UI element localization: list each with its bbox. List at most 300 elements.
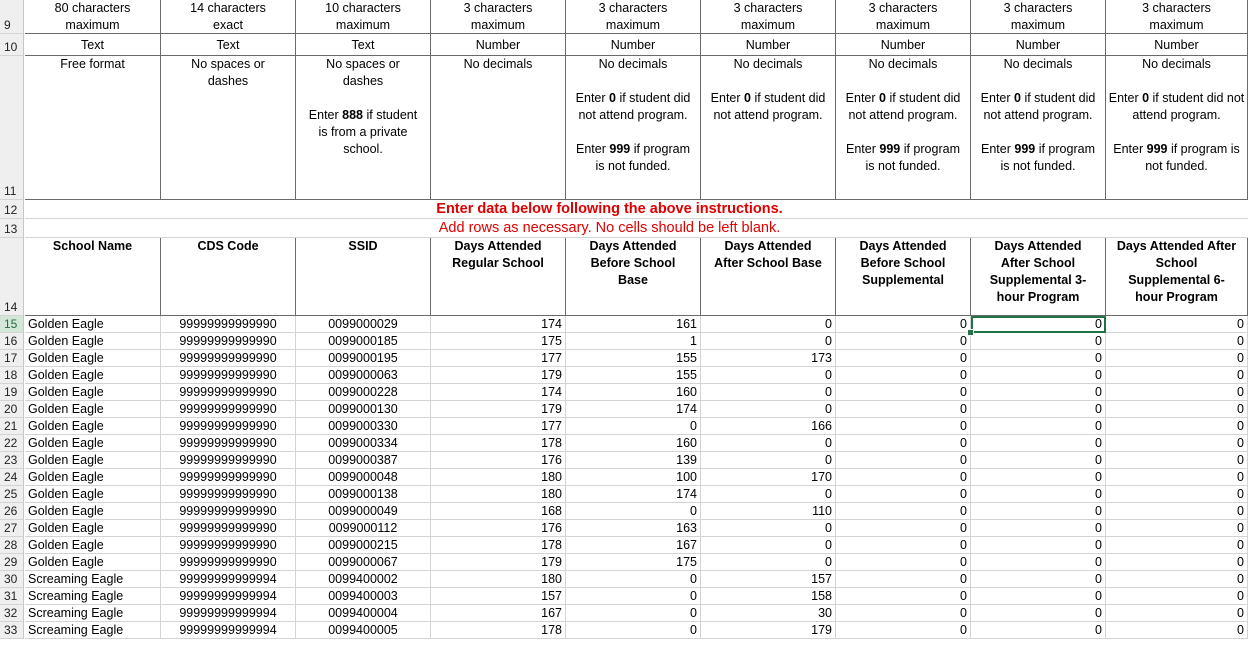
cds-code-cell[interactable]: 99999999999990 bbox=[161, 350, 296, 367]
after-supp-6hr-cell[interactable]: 0 bbox=[1106, 486, 1248, 503]
after-supp-3hr-cell[interactable]: 0 bbox=[971, 571, 1106, 588]
after-base-cell[interactable]: 0 bbox=[701, 367, 836, 384]
after-supp-6hr-cell[interactable]: 0 bbox=[1106, 605, 1248, 622]
zero-note: Enter 0 if student did not attend program. bbox=[845, 91, 961, 122]
unfunded-note: Enter 999 if program is not funded. bbox=[1113, 142, 1240, 173]
school-name-cell[interactable]: Golden Eagle bbox=[25, 503, 161, 520]
no-decimals-text: No decimals bbox=[733, 57, 803, 71]
regular-days-cell[interactable]: 174 bbox=[431, 316, 566, 333]
row-header[interactable] bbox=[0, 622, 24, 639]
regular-days-cell[interactable]: 174 bbox=[431, 384, 566, 401]
after-supp-6hr-cell[interactable]: 0 bbox=[1106, 588, 1248, 605]
before-base-cell[interactable]: 163 bbox=[566, 520, 701, 537]
before-supp-cell[interactable]: 0 bbox=[836, 435, 971, 452]
no-decimals-text: No decimals bbox=[1003, 57, 1073, 71]
zero-note: Enter 0 if student did not attend program. bbox=[1108, 91, 1245, 122]
before-base-cell[interactable]: 0 bbox=[566, 418, 701, 435]
type-text: Number bbox=[880, 38, 926, 52]
row-header[interactable] bbox=[0, 520, 24, 537]
column-header[interactable] bbox=[296, 238, 431, 316]
regular-days-cell[interactable]: 180 bbox=[431, 571, 566, 588]
row-header[interactable] bbox=[0, 571, 24, 588]
after-supp-6hr-cell[interactable]: 0 bbox=[1106, 503, 1248, 520]
before-base-cell[interactable]: 155 bbox=[566, 350, 701, 367]
before-supp-cell[interactable]: 0 bbox=[836, 384, 971, 401]
format-number-cell[interactable] bbox=[431, 56, 566, 200]
regular-days-cell[interactable]: 179 bbox=[431, 554, 566, 571]
zero-note: Enter 0 if student did not attend program. bbox=[575, 91, 691, 122]
after-supp-3hr-cell[interactable]: 0 bbox=[971, 537, 1106, 554]
after-supp-6hr-cell[interactable]: 0 bbox=[1106, 418, 1248, 435]
zero-note: Enter 0 if student did not attend program. bbox=[980, 91, 1096, 122]
format-school-name[interactable] bbox=[25, 56, 161, 200]
after-base-cell[interactable]: 0 bbox=[701, 452, 836, 469]
cds-code-cell[interactable]: 99999999999990 bbox=[161, 520, 296, 537]
school-name-cell[interactable]: Golden Eagle bbox=[25, 367, 161, 384]
no-decimals-text: No decimals bbox=[1142, 57, 1211, 71]
row-header[interactable] bbox=[0, 350, 24, 367]
school-name-cell[interactable]: Screaming Eagle bbox=[25, 588, 161, 605]
cds-code-cell[interactable]: 99999999999990 bbox=[161, 435, 296, 452]
before-supp-cell[interactable]: 0 bbox=[836, 316, 971, 333]
after-base-cell[interactable]: 166 bbox=[701, 418, 836, 435]
after-supp-6hr-cell[interactable]: 0 bbox=[1106, 333, 1248, 350]
cds-code-cell[interactable]: 99999999999990 bbox=[161, 401, 296, 418]
column-header-text: SSID bbox=[348, 239, 378, 253]
after-supp-3hr-cell[interactable]: 0 bbox=[971, 486, 1106, 503]
row-number: 24 bbox=[4, 470, 18, 484]
before-base-cell[interactable]: 100 bbox=[566, 469, 701, 486]
school-name-cell[interactable]: Golden Eagle bbox=[25, 384, 161, 401]
after-supp-6hr-cell[interactable]: 0 bbox=[1106, 367, 1248, 384]
row-header[interactable] bbox=[0, 605, 24, 622]
after-supp-6hr-cell[interactable]: 0 bbox=[1106, 435, 1248, 452]
row-number: 15 bbox=[4, 317, 18, 331]
cds-code-cell[interactable]: 99999999999990 bbox=[161, 469, 296, 486]
limit-cell[interactable] bbox=[701, 0, 836, 34]
school-name-cell[interactable]: Screaming Eagle bbox=[25, 571, 161, 588]
regular-days-cell[interactable]: 179 bbox=[431, 401, 566, 418]
before-supp-cell[interactable]: 0 bbox=[836, 554, 971, 571]
column-header-text: Days Attended After School Supplemental 6-hour Program bbox=[1116, 239, 1237, 304]
before-base-cell[interactable]: 174 bbox=[566, 486, 701, 503]
cds-code-cell[interactable]: 99999999999994 bbox=[161, 588, 296, 605]
type-cell[interactable] bbox=[296, 34, 431, 56]
ssid-cell[interactable]: 0099400002 bbox=[296, 571, 431, 588]
after-base-cell[interactable]: 0 bbox=[701, 537, 836, 554]
row-number: 20 bbox=[4, 402, 18, 416]
row-header-14[interactable] bbox=[0, 238, 24, 316]
after-base-cell[interactable]: 0 bbox=[701, 520, 836, 537]
school-name-cell[interactable]: Golden Eagle bbox=[25, 520, 161, 537]
regular-days-cell[interactable]: 176 bbox=[431, 520, 566, 537]
limit-text: 3 characters maximum bbox=[598, 1, 668, 32]
before-base-cell[interactable]: 0 bbox=[566, 571, 701, 588]
limit-cell[interactable] bbox=[836, 0, 971, 34]
before-supp-cell[interactable]: 0 bbox=[836, 571, 971, 588]
cds-code-cell[interactable]: 99999999999990 bbox=[161, 503, 296, 520]
cds-code-cell[interactable]: 99999999999990 bbox=[161, 537, 296, 554]
row-header[interactable] bbox=[0, 469, 24, 486]
ssid-cell[interactable]: 0099000195 bbox=[296, 350, 431, 367]
row-number: 12 bbox=[4, 203, 18, 217]
column-header[interactable] bbox=[971, 238, 1106, 316]
after-supp-3hr-cell[interactable]: 0 bbox=[971, 554, 1106, 571]
regular-days-cell[interactable]: 178 bbox=[431, 537, 566, 554]
blank-cell[interactable] bbox=[25, 219, 161, 238]
regular-days-cell[interactable]: 177 bbox=[431, 418, 566, 435]
row-number: 9 bbox=[4, 18, 11, 32]
type-cell[interactable] bbox=[161, 34, 296, 56]
ssid-cell[interactable]: 0099000387 bbox=[296, 452, 431, 469]
before-base-cell[interactable]: 155 bbox=[566, 367, 701, 384]
cds-code-cell[interactable]: 99999999999994 bbox=[161, 622, 296, 639]
after-base-cell[interactable]: 0 bbox=[701, 435, 836, 452]
type-text: Number bbox=[1154, 38, 1199, 52]
after-supp-3hr-cell[interactable]: 0 bbox=[971, 418, 1106, 435]
before-base-cell[interactable]: 160 bbox=[566, 384, 701, 401]
after-base-cell[interactable]: 0 bbox=[701, 554, 836, 571]
unfunded-note: Enter 999 if program is not funded. bbox=[846, 142, 960, 173]
format-number-cell[interactable] bbox=[1106, 56, 1248, 200]
format-number-cell[interactable] bbox=[701, 56, 836, 200]
before-supp-cell[interactable]: 0 bbox=[836, 537, 971, 554]
format-number-cell[interactable] bbox=[971, 56, 1106, 200]
row-header[interactable] bbox=[0, 401, 24, 418]
regular-days-cell[interactable]: 178 bbox=[431, 435, 566, 452]
column-header-text: Days Attended Regular School bbox=[452, 239, 544, 270]
row-number: 25 bbox=[4, 487, 18, 501]
regular-days-cell[interactable]: 168 bbox=[431, 503, 566, 520]
cds-code-cell[interactable]: 99999999999994 bbox=[161, 571, 296, 588]
after-base-cell[interactable]: 170 bbox=[701, 469, 836, 486]
limit-cell[interactable] bbox=[566, 0, 701, 34]
after-supp-6hr-cell[interactable]: 0 bbox=[1106, 537, 1248, 554]
school-name-cell[interactable]: Golden Eagle bbox=[25, 350, 161, 367]
after-supp-3hr-cell[interactable]: 0 bbox=[971, 401, 1106, 418]
cds-code-cell[interactable]: 99999999999990 bbox=[161, 486, 296, 503]
regular-days-cell[interactable]: 177 bbox=[431, 350, 566, 367]
after-supp-6hr-cell[interactable]: 0 bbox=[1106, 520, 1248, 537]
row-header[interactable] bbox=[0, 554, 24, 571]
cds-code-cell[interactable]: 99999999999990 bbox=[161, 554, 296, 571]
before-supp-cell[interactable]: 0 bbox=[836, 588, 971, 605]
before-base-cell[interactable]: 174 bbox=[566, 401, 701, 418]
ssid-cell[interactable]: 0099000330 bbox=[296, 418, 431, 435]
row-header-12[interactable] bbox=[0, 200, 24, 219]
ssid-cell[interactable]: 0099400003 bbox=[296, 588, 431, 605]
type-cell[interactable] bbox=[25, 34, 161, 56]
limit-text: 3 characters maximum bbox=[733, 1, 803, 32]
limit-cell[interactable] bbox=[296, 0, 431, 34]
after-supp-6hr-cell[interactable]: 0 bbox=[1106, 350, 1248, 367]
ssid-cell[interactable]: 0099000063 bbox=[296, 367, 431, 384]
school-name-cell[interactable]: Golden Eagle bbox=[25, 469, 161, 486]
regular-days-cell[interactable]: 180 bbox=[431, 469, 566, 486]
row-number: 26 bbox=[4, 504, 18, 518]
ssid-cell[interactable]: 0099000228 bbox=[296, 384, 431, 401]
row-number: 10 bbox=[4, 40, 18, 54]
no-decimals-text: No decimals bbox=[868, 57, 938, 71]
type-text: Text bbox=[351, 38, 375, 52]
cds-code-cell[interactable]: 99999999999990 bbox=[161, 452, 296, 469]
after-base-cell[interactable]: 157 bbox=[701, 571, 836, 588]
limit-text: 3 characters maximum bbox=[1142, 1, 1211, 32]
column-header[interactable] bbox=[836, 238, 971, 316]
school-name-cell[interactable]: Golden Eagle bbox=[25, 452, 161, 469]
before-supp-cell[interactable]: 0 bbox=[836, 605, 971, 622]
column-header-text: Days Attended After School Base bbox=[714, 239, 822, 270]
before-base-cell[interactable]: 167 bbox=[566, 537, 701, 554]
row-header-10[interactable] bbox=[0, 34, 24, 56]
cds-code-cell[interactable]: 99999999999990 bbox=[161, 367, 296, 384]
before-supp-cell[interactable]: 0 bbox=[836, 452, 971, 469]
school-name-cell[interactable]: Golden Eagle bbox=[25, 435, 161, 452]
type-text: Text bbox=[81, 38, 104, 52]
row-header[interactable] bbox=[0, 333, 24, 350]
limit-text: 80 characters maximum bbox=[54, 1, 131, 32]
after-supp-6hr-cell[interactable]: 0 bbox=[1106, 401, 1248, 418]
before-base-cell[interactable]: 0 bbox=[566, 622, 701, 639]
after-base-cell[interactable]: 0 bbox=[701, 384, 836, 401]
cds-code-cell[interactable]: 99999999999990 bbox=[161, 316, 296, 333]
row-number: 21 bbox=[4, 419, 18, 433]
row-header[interactable] bbox=[0, 367, 24, 384]
after-supp-6hr-cell[interactable]: 0 bbox=[1106, 384, 1248, 401]
fill-handle[interactable] bbox=[967, 329, 974, 336]
row-header[interactable] bbox=[0, 503, 24, 520]
school-name-cell[interactable]: Golden Eagle bbox=[25, 401, 161, 418]
column-header-text: Days Attended After School Supplemental 3-hour Program bbox=[989, 239, 1087, 304]
before-base-cell[interactable]: 0 bbox=[566, 503, 701, 520]
row-header-9[interactable] bbox=[0, 0, 24, 34]
before-supp-cell[interactable]: 0 bbox=[836, 350, 971, 367]
unfunded-note: Enter 999 if program is not funded. bbox=[576, 142, 690, 173]
type-text: Number bbox=[610, 38, 656, 52]
after-supp-3hr-cell[interactable]: 0 bbox=[971, 384, 1106, 401]
type-cell[interactable] bbox=[971, 34, 1106, 56]
after-supp-3hr-cell[interactable]: 0 bbox=[971, 588, 1106, 605]
row-number: 32 bbox=[4, 606, 18, 620]
type-cell[interactable] bbox=[566, 34, 701, 56]
after-supp-3hr-cell[interactable]: 0 bbox=[971, 333, 1106, 350]
limit-text: 3 characters maximum bbox=[463, 1, 533, 32]
ssid-cell[interactable]: 0099000067 bbox=[296, 554, 431, 571]
before-base-cell[interactable]: 175 bbox=[566, 554, 701, 571]
column-header-text: Days Attended Before School Supplemental bbox=[859, 239, 947, 287]
ssid-cell[interactable]: 0099400005 bbox=[296, 622, 431, 639]
limit-cell[interactable] bbox=[431, 0, 566, 34]
column-header[interactable] bbox=[161, 238, 296, 316]
row-header[interactable] bbox=[0, 418, 24, 435]
regular-days-cell[interactable]: 176 bbox=[431, 452, 566, 469]
ssid-cell[interactable]: 0099000215 bbox=[296, 537, 431, 554]
row-header[interactable] bbox=[0, 384, 24, 401]
type-cell[interactable] bbox=[836, 34, 971, 56]
row-number: 22 bbox=[4, 436, 18, 450]
blank-cell[interactable] bbox=[25, 200, 161, 219]
limit-cell[interactable] bbox=[971, 0, 1106, 34]
format-number-cell[interactable] bbox=[566, 56, 701, 200]
ssid-cell[interactable]: 0099000029 bbox=[296, 316, 431, 333]
row-header[interactable] bbox=[0, 486, 24, 503]
after-supp-3hr-cell[interactable]: 0 bbox=[971, 605, 1106, 622]
limit-text: 14 characters exact bbox=[190, 1, 266, 32]
column-header[interactable] bbox=[25, 238, 161, 316]
unfunded-note: Enter 999 if program is not funded. bbox=[981, 142, 1095, 173]
row-header[interactable] bbox=[0, 452, 24, 469]
format-ssid[interactable] bbox=[296, 56, 431, 200]
format-text: No spaces or dashes bbox=[191, 57, 265, 88]
column-header[interactable] bbox=[431, 238, 566, 316]
before-base-cell[interactable]: 161 bbox=[566, 316, 701, 333]
regular-days-cell[interactable]: 157 bbox=[431, 588, 566, 605]
after-base-cell[interactable]: 0 bbox=[701, 401, 836, 418]
after-supp-3hr-cell[interactable]: 0 bbox=[971, 435, 1106, 452]
after-supp-3hr-cell[interactable]: 0 bbox=[971, 469, 1106, 486]
after-supp-3hr-cell[interactable]: 0 bbox=[971, 316, 1106, 333]
after-supp-3hr-cell[interactable]: 0 bbox=[971, 367, 1106, 384]
row-number: 27 bbox=[4, 521, 18, 535]
ssid-cell[interactable]: 0099000048 bbox=[296, 469, 431, 486]
before-supp-cell[interactable]: 0 bbox=[836, 469, 971, 486]
type-cell[interactable] bbox=[701, 34, 836, 56]
column-header-text: School Name bbox=[52, 239, 133, 253]
after-supp-6hr-cell[interactable]: 0 bbox=[1106, 554, 1248, 571]
format-text: No spaces or dashes bbox=[326, 57, 400, 88]
row-header-13[interactable] bbox=[0, 219, 24, 238]
before-base-cell[interactable]: 139 bbox=[566, 452, 701, 469]
row-header[interactable] bbox=[0, 435, 24, 452]
after-supp-6hr-cell[interactable]: 0 bbox=[1106, 452, 1248, 469]
after-supp-6hr-cell[interactable]: 0 bbox=[1106, 316, 1248, 333]
after-base-cell[interactable]: 158 bbox=[701, 588, 836, 605]
ssid-cell[interactable]: 0099000112 bbox=[296, 520, 431, 537]
cds-code-cell[interactable]: 99999999999990 bbox=[161, 384, 296, 401]
no-decimals-text: No decimals bbox=[463, 57, 533, 71]
before-supp-cell[interactable]: 0 bbox=[836, 622, 971, 639]
after-supp-3hr-cell[interactable]: 0 bbox=[971, 622, 1106, 639]
after-supp-3hr-cell[interactable]: 0 bbox=[971, 452, 1106, 469]
school-name-cell[interactable]: Golden Eagle bbox=[25, 333, 161, 350]
after-supp-3hr-cell[interactable]: 0 bbox=[971, 503, 1106, 520]
regular-days-cell[interactable]: 175 bbox=[431, 333, 566, 350]
format-cds-code[interactable] bbox=[161, 56, 296, 200]
column-header[interactable] bbox=[566, 238, 701, 316]
ssid-cell[interactable]: 0099000138 bbox=[296, 486, 431, 503]
before-supp-cell[interactable]: 0 bbox=[836, 520, 971, 537]
type-cell[interactable] bbox=[1106, 34, 1248, 56]
column-header-text: Days Attended Before School Base bbox=[589, 239, 677, 287]
limit-text: 3 characters maximum bbox=[1003, 1, 1073, 32]
school-name-cell[interactable]: Golden Eagle bbox=[25, 418, 161, 435]
before-base-cell[interactable]: 0 bbox=[566, 588, 701, 605]
limit-cell[interactable] bbox=[161, 0, 296, 34]
type-text: Number bbox=[475, 38, 521, 52]
format-number-cell[interactable] bbox=[836, 56, 971, 200]
regular-days-cell[interactable]: 180 bbox=[431, 486, 566, 503]
row-header[interactable] bbox=[0, 316, 24, 333]
school-name-cell[interactable]: Golden Eagle bbox=[25, 316, 161, 333]
limit-cell[interactable] bbox=[25, 0, 161, 34]
instruction-line-2: Add rows as necessary. No cells should be left blank. bbox=[161, 219, 1248, 238]
before-supp-cell[interactable]: 0 bbox=[836, 333, 971, 350]
cds-code-cell[interactable]: 99999999999994 bbox=[161, 605, 296, 622]
school-name-cell[interactable]: Golden Eagle bbox=[25, 554, 161, 571]
after-supp-6hr-cell[interactable]: 0 bbox=[1106, 469, 1248, 486]
ssid-cell[interactable]: 0099000334 bbox=[296, 435, 431, 452]
before-supp-cell[interactable]: 0 bbox=[836, 367, 971, 384]
after-supp-6hr-cell[interactable]: 0 bbox=[1106, 571, 1248, 588]
ssid-cell[interactable]: 0099000130 bbox=[296, 401, 431, 418]
before-supp-cell[interactable]: 0 bbox=[836, 486, 971, 503]
regular-days-cell[interactable]: 167 bbox=[431, 605, 566, 622]
column-header[interactable] bbox=[701, 238, 836, 316]
after-base-cell[interactable]: 173 bbox=[701, 350, 836, 367]
type-cell[interactable] bbox=[431, 34, 566, 56]
row-number: 16 bbox=[4, 334, 18, 348]
school-name-cell[interactable]: Golden Eagle bbox=[25, 537, 161, 554]
limit-cell[interactable] bbox=[1106, 0, 1248, 34]
before-base-cell[interactable]: 1 bbox=[566, 333, 701, 350]
after-base-cell[interactable]: 110 bbox=[701, 503, 836, 520]
after-base-cell[interactable]: 0 bbox=[701, 333, 836, 350]
column-header[interactable] bbox=[1106, 238, 1248, 316]
before-supp-cell[interactable]: 0 bbox=[836, 401, 971, 418]
after-base-cell[interactable]: 0 bbox=[701, 486, 836, 503]
after-base-cell[interactable]: 179 bbox=[701, 622, 836, 639]
before-base-cell[interactable]: 160 bbox=[566, 435, 701, 452]
cds-code-cell[interactable]: 99999999999990 bbox=[161, 333, 296, 350]
limit-text: 10 characters maximum bbox=[325, 1, 401, 32]
cds-code-cell[interactable]: 99999999999990 bbox=[161, 418, 296, 435]
ssid-cell[interactable]: 0099000185 bbox=[296, 333, 431, 350]
after-base-cell[interactable]: 30 bbox=[701, 605, 836, 622]
instruction-line-1: Enter data below following the above instructions. bbox=[161, 200, 1248, 219]
row-number: 11 bbox=[4, 184, 17, 198]
row-number: 14 bbox=[4, 300, 18, 314]
row-number: 18 bbox=[4, 368, 18, 382]
ssid-cell[interactable]: 0099000049 bbox=[296, 503, 431, 520]
row-number: 31 bbox=[4, 589, 18, 603]
row-number: 30 bbox=[4, 572, 18, 586]
school-name-cell[interactable]: Screaming Eagle bbox=[25, 622, 161, 639]
school-name-cell[interactable]: Screaming Eagle bbox=[25, 605, 161, 622]
column-header-text: CDS Code bbox=[197, 239, 259, 253]
row-number: 33 bbox=[4, 623, 18, 637]
row-header[interactable] bbox=[0, 537, 24, 554]
ssid-cell[interactable]: 0099400004 bbox=[296, 605, 431, 622]
school-name-cell[interactable]: Golden Eagle bbox=[25, 486, 161, 503]
regular-days-cell[interactable]: 179 bbox=[431, 367, 566, 384]
row-number: 29 bbox=[4, 555, 18, 569]
after-supp-3hr-cell[interactable]: 0 bbox=[971, 350, 1106, 367]
row-header[interactable] bbox=[0, 588, 24, 605]
format-text: Free format bbox=[60, 57, 125, 71]
after-base-cell[interactable]: 0 bbox=[701, 316, 836, 333]
regular-days-cell[interactable]: 178 bbox=[431, 622, 566, 639]
after-supp-3hr-cell[interactable]: 0 bbox=[971, 520, 1106, 537]
row-header-11[interactable] bbox=[0, 56, 24, 200]
row-number: 17 bbox=[4, 351, 18, 365]
before-supp-cell[interactable]: 0 bbox=[836, 503, 971, 520]
before-base-cell[interactable]: 0 bbox=[566, 605, 701, 622]
limit-text: 3 characters maximum bbox=[868, 1, 938, 32]
before-supp-cell[interactable]: 0 bbox=[836, 418, 971, 435]
row-number: 23 bbox=[4, 453, 18, 467]
zero-note: Enter 0 if student did not attend program. bbox=[710, 91, 826, 122]
after-supp-6hr-cell[interactable]: 0 bbox=[1106, 622, 1248, 639]
